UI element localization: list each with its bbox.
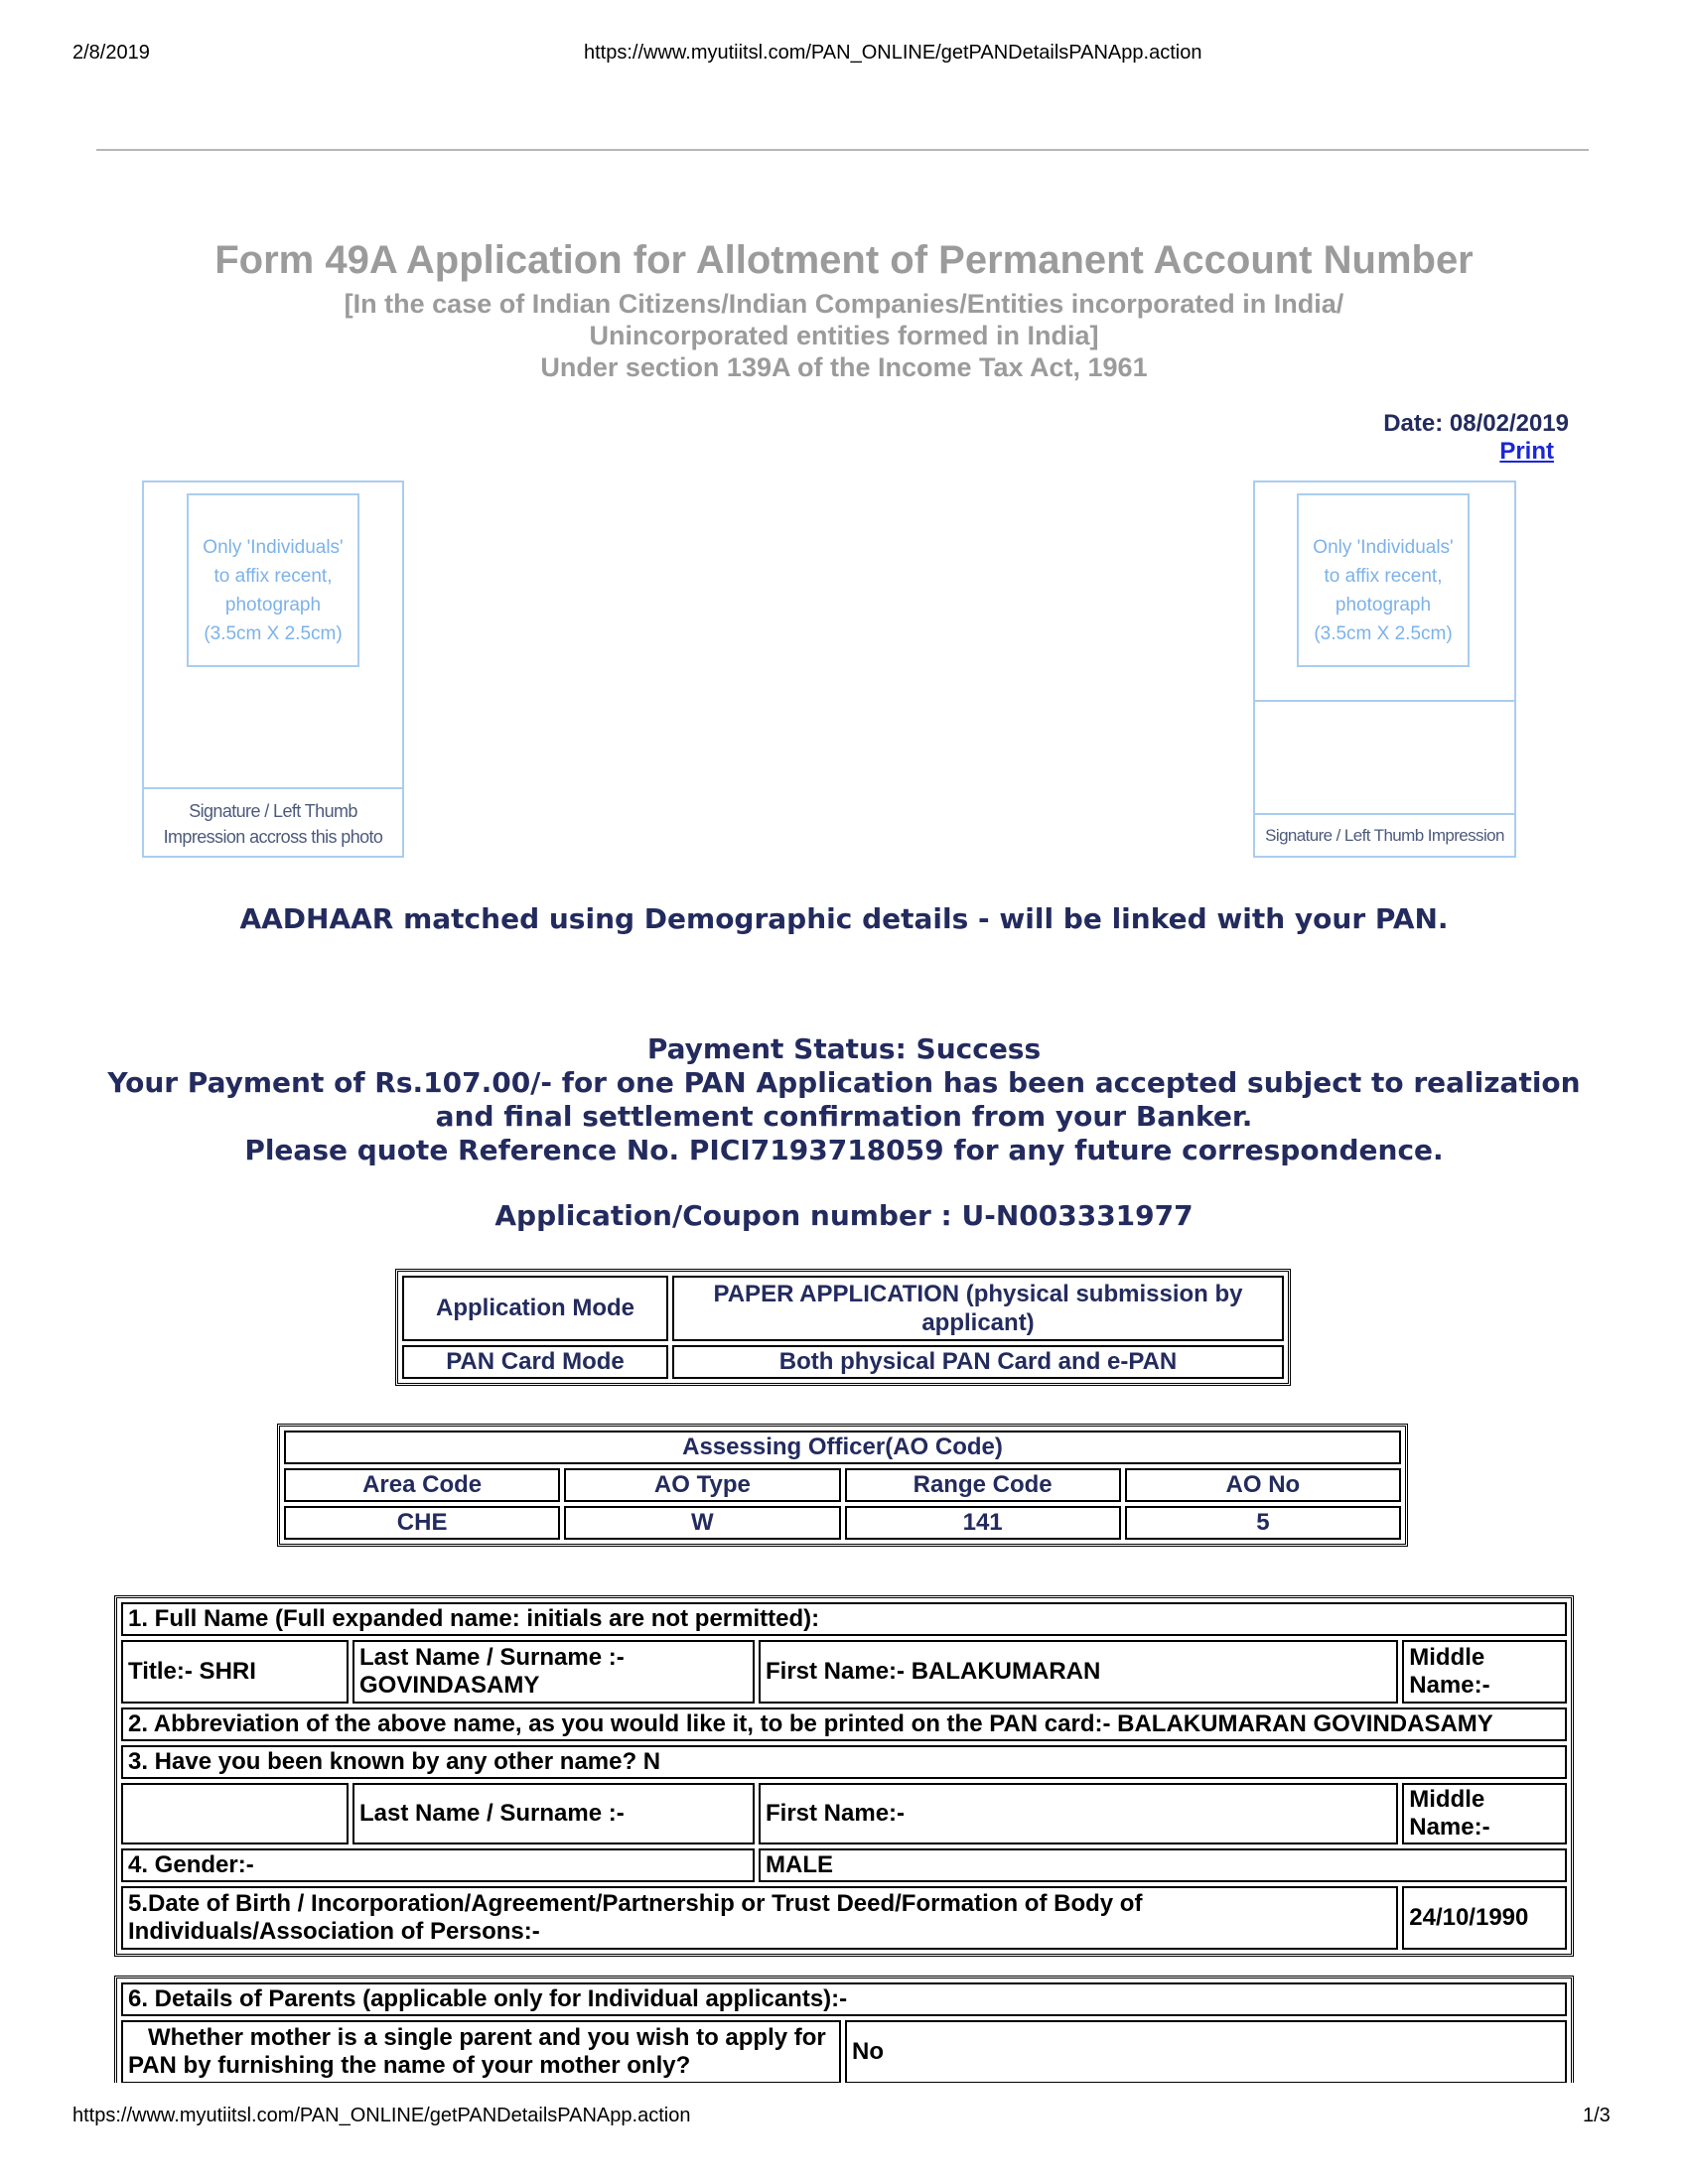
- right-photo-divider-1: [1253, 700, 1516, 702]
- dob-value: 24/10/1990: [1402, 1886, 1567, 1950]
- first-name: First Name:- BALAKUMARAN: [759, 1640, 1398, 1704]
- page-number: 1/3: [1583, 2105, 1611, 2126]
- ao-header-ao-type: AO Type: [564, 1468, 840, 1502]
- right-signature-label: Signature / Left Thumb Impression: [1265, 826, 1504, 845]
- table-row: [121, 1982, 1567, 2016]
- left-signature-label: [144, 798, 402, 850]
- right-photo-hint-2: to affix recent,: [1324, 566, 1443, 587]
- gender-value: MALE: [759, 1848, 1567, 1882]
- form-title: Form 49A Application for Allotment of Permanent Account Number: [214, 238, 1474, 282]
- payment-message: [0, 1032, 1688, 1167]
- right-photo-hint-1: Only 'Individuals': [1313, 537, 1454, 558]
- right-photo-hint-4: (3.5cm X 2.5cm): [1314, 623, 1453, 644]
- payment-status: Payment Status: Success: [646, 1032, 1042, 1065]
- application-mode-label: Application Mode: [402, 1276, 668, 1341]
- ao-no: 5: [1125, 1506, 1401, 1540]
- aadhaar-message: AADHAAR matched using Demographic details - will be linked with your PAN.: [239, 902, 1449, 935]
- ao-type: W: [564, 1506, 840, 1540]
- table-row: [121, 1783, 1567, 1844]
- table-row: [121, 1602, 1567, 1636]
- form-subtitle-line-1: [In the case of Indian Citizens/Indian Companies/Entities incorporated in India/: [344, 289, 1344, 319]
- left-signature-line-1: Signature / Left Thumb: [189, 801, 357, 821]
- ao-header-range-code: Range Code: [845, 1468, 1121, 1502]
- mode-table: [395, 1269, 1291, 1386]
- parents-section-clip: [0, 1976, 1688, 2083]
- last-name: Last Name / Surname :- GOVINDASAMY: [352, 1640, 755, 1704]
- ao-header-ao-no: AO No: [1125, 1468, 1401, 1502]
- left-photo-hint-1: Only 'Individuals': [203, 537, 344, 558]
- left-signature-line-2: Impression accross this photo: [163, 827, 383, 847]
- payment-line-2: and final settlement confirmation from your Banker.: [435, 1100, 1253, 1133]
- left-photo-divider: [142, 787, 404, 789]
- table-row: [284, 1506, 1401, 1540]
- print-footer-url: https://www.myutiitsl.com/PAN_ONLINE/getPANDetailsPANApp.action: [72, 2105, 691, 2126]
- left-photo-hint-2: to affix recent,: [213, 566, 333, 587]
- ao-header-area-code: Area Code: [284, 1468, 560, 1502]
- other-name-question: 3. Have you been known by any other name? N: [121, 1745, 1567, 1779]
- payment-line-3: Please quote Reference No. PICI7193718059 for any future correspondence.: [244, 1134, 1444, 1166]
- name-abbreviation: 2. Abbreviation of the above name, as you would like it, to be printed on the PAN card:- BALAKUMARAN GOVINDASAMY: [121, 1707, 1567, 1741]
- other-last-name: Last Name / Surname :-: [352, 1783, 755, 1844]
- table-row: [284, 1468, 1401, 1502]
- single-parent-answer: No: [845, 2020, 1567, 2083]
- left-photo-placeholder: [187, 493, 359, 667]
- table-row: [121, 1886, 1567, 1950]
- other-middle-name: Middle Name:-: [1402, 1783, 1567, 1844]
- form-subtitle-line-3: Under section 139A of the Income Tax Act, 1961: [540, 352, 1148, 382]
- parents-table: [114, 1976, 1574, 2083]
- other-first-name: First Name:-: [759, 1783, 1398, 1844]
- other-name-title: [121, 1783, 349, 1844]
- table-row: [121, 1848, 1567, 1882]
- name-title: Title:- SHRI: [121, 1640, 349, 1704]
- right-photo-placeholder: [1297, 493, 1470, 667]
- left-photo-hint-3: photograph: [224, 595, 322, 615]
- ao-code-title: Assessing Officer(AO Code): [284, 1431, 1401, 1464]
- form-subtitle: [0, 288, 1688, 383]
- pan-card-mode-value: Both physical PAN Card and e-PAN: [672, 1345, 1284, 1379]
- full-name-heading: 1. Full Name (Full expanded name: initials are not permitted):: [121, 1602, 1567, 1636]
- left-photo-hint-4: (3.5cm X 2.5cm): [204, 623, 343, 644]
- table-row: [121, 2020, 1567, 2083]
- print-link[interactable]: Print: [1499, 438, 1554, 465]
- dob-label: 5.Date of Birth / Incorporation/Agreement/Partnership or Trust Deed/Formation of Body of Individuals/Association of Persons:-: [121, 1886, 1398, 1950]
- right-photo-divider-2: [1253, 813, 1516, 815]
- applicant-details-table: [114, 1595, 1574, 1957]
- table-row: [121, 1745, 1567, 1779]
- parents-heading: 6. Details of Parents (applicable only for Individual applicants):-: [121, 1982, 1567, 2016]
- single-parent-question: Whether mother is a single parent and you wish to apply for PAN by furnishing the name of your mother only?: [121, 2020, 841, 2083]
- middle-name: Middle Name:-: [1402, 1640, 1567, 1704]
- gender-label: 4. Gender:-: [121, 1848, 755, 1882]
- table-row: [402, 1345, 1284, 1379]
- ao-code-table: [277, 1424, 1408, 1547]
- application-mode-value: PAPER APPLICATION (physical submission by applicant): [672, 1276, 1284, 1341]
- print-header-date: 2/8/2019: [72, 42, 150, 64]
- print-header-url: https://www.myutiitsl.com/PAN_ONLINE/getPANDetailsPANApp.action: [584, 42, 1202, 64]
- header-divider: [96, 149, 1589, 151]
- table-row: [121, 1640, 1567, 1704]
- coupon-number: Application/Coupon number : U-N003331977: [494, 1199, 1194, 1232]
- right-photo-hint-3: photograph: [1335, 595, 1432, 615]
- table-row: [402, 1276, 1284, 1341]
- form-subtitle-line-2: Unincorporated entities formed in India]: [589, 321, 1099, 350]
- payment-line-1: Your Payment of Rs.107.00/- for one PAN Application has been accepted subject to realization: [107, 1066, 1581, 1099]
- table-row: [121, 1707, 1567, 1741]
- pan-card-mode-label: PAN Card Mode: [402, 1345, 668, 1379]
- table-row: [284, 1431, 1401, 1464]
- application-date: Date: 08/02/2019: [1383, 410, 1569, 437]
- ao-area-code: CHE: [284, 1506, 560, 1540]
- ao-range-code: 141: [845, 1506, 1121, 1540]
